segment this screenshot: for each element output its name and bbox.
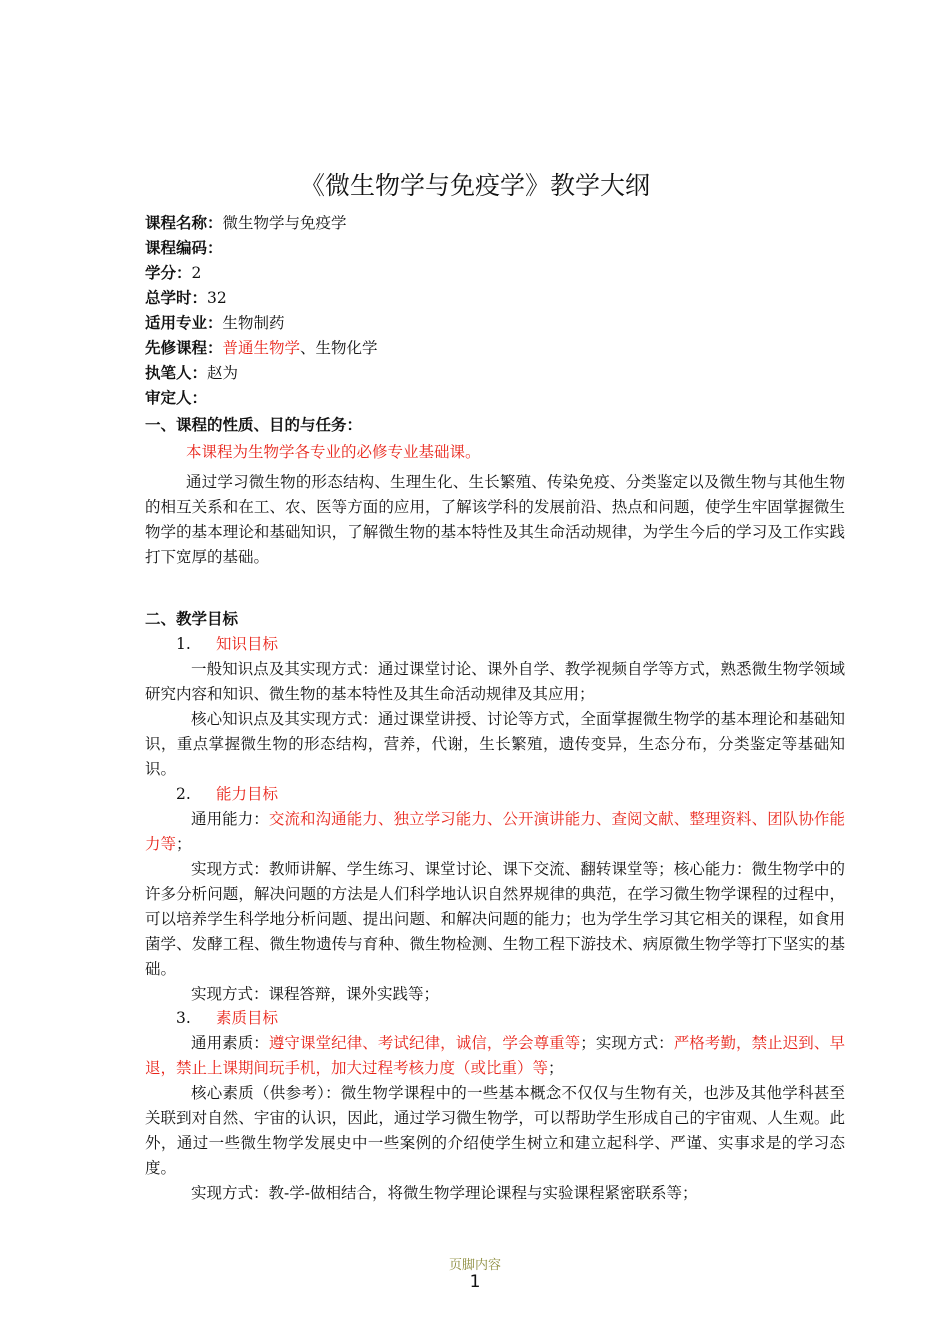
item2-p1-red: 交流和沟通能力、独立学习能力、公开演讲能力、查阅文献、整理资料、团队协作能力等 [145, 810, 845, 853]
item3-heading [176, 1007, 278, 1029]
prereq-value-rest: 、生物化学 [300, 339, 378, 357]
course-code-line [145, 237, 223, 259]
course-name-label: 课程名称： [145, 214, 223, 232]
item2-paragraph-3: 实现方式：课程答辩，课外实践等； [191, 985, 440, 1003]
major-line [145, 312, 285, 334]
item3-p1-mid: ；实现方式： [580, 1034, 674, 1052]
item3-p1-label: 通用素质： [191, 1034, 269, 1052]
prereq-line [145, 337, 378, 359]
item1-title: 知识目标 [216, 635, 279, 653]
item2-number: 2. [176, 785, 191, 803]
item3-paragraph-1 [145, 1031, 845, 1081]
author-value: 赵为 [207, 364, 239, 382]
item2-p1-label: 通用能力： [191, 810, 269, 828]
major-label: 适用专业： [145, 314, 223, 332]
item1-number: 1. [176, 635, 191, 653]
footer-text: 页脚内容 [448, 1258, 501, 1273]
item3-p1-red1: 遵守课堂纪律、考试纪律，诚信，学会尊重等 [268, 1034, 581, 1052]
item3-title: 素质目标 [216, 1009, 279, 1027]
credits-value: 2 [191, 264, 202, 282]
item2-heading [176, 783, 278, 805]
hours-line [145, 287, 227, 309]
item3-number: 3. [176, 1009, 191, 1027]
item1-paragraph-1: 一般知识点及其实现方式：通过课堂讨论、课外自学、教学视频自学等方式，熟悉微生物学领域研究内容和知识、微生物的基本特性及其生命活动规律及其应用； [145, 660, 845, 703]
reviewer-label: 审定人： [145, 389, 208, 407]
item2-p1-end: ； [176, 835, 192, 853]
major-value: 生物制药 [222, 314, 285, 332]
prereq-label: 先修课程： [145, 339, 223, 357]
credits-line [145, 262, 201, 284]
page-title: 《微生物学与免疫学》教学大纲 [299, 171, 650, 200]
item2-title: 能力目标 [216, 785, 279, 803]
section2-heading: 二、教学目标 [145, 610, 239, 628]
section1-heading: 一、课程的性质、目的与任务： [145, 416, 363, 434]
section1-body: 通过学习微生物的形态结构、生理生化、生长繁殖、传染免疫、分类鉴定以及微生物与其他生物的相互关系和在工、农、医等方面的应用，了解该学科的发展前沿、热点和问题，使学生牢固掌握微生物学的基本理论和基础知识，了解微生物的基本特性及其生命活动规律，为学生今后的学习及工作实践打下宽厚的基础。 [145, 473, 845, 566]
prereq-value-red: 普通生物学 [222, 339, 301, 357]
reviewer-line [145, 387, 207, 409]
hours-label: 总学时： [145, 289, 208, 307]
item1-heading [176, 633, 278, 655]
hours-value: 32 [207, 289, 227, 307]
section1-red-line: 本课程为生物学各专业的必修专业基础课。 [186, 443, 481, 461]
item2-paragraph-2: 实现方式：教师讲解、学生练习、课堂讨论、课下交流、翻转课堂等；核心能力：微生物学中的许多分析问题，解决问题的方法是人们科学地认识自然界规律的典范，在学习微生物学课程的过程中，可以培养学生科学地分析问题、提出问题、和解决问题的能力；也为学生学习其它相关的课程，如食用菌学、发酵工程、微生物遗传与育种、微生物检测、生物工程下游技术、病原微生物学等打下坚实的基础。 [145, 860, 845, 978]
item2-paragraph-1 [145, 807, 845, 857]
author-line [145, 362, 238, 384]
course-code-label: 课程编码： [145, 239, 223, 257]
item3-p1-end: ； [548, 1059, 564, 1077]
page-number: 1 [469, 1272, 481, 1292]
course-name-value: 微生物学与免疫学 [222, 214, 347, 232]
item3-p1-red2: 严格考勤，禁止迟到、早退，禁止上课期间玩手机，加大过程考核力度（或比重）等 [145, 1034, 845, 1077]
credits-label: 学分： [145, 264, 192, 282]
author-label: 执笔人： [145, 364, 208, 382]
item1-paragraph-2: 核心知识点及其实现方式：通过课堂讲授、讨论等方式，全面掌握微生物学的基本理论和基础知识，重点掌握微生物的形态结构，营养，代谢，生长繁殖，遗传变异，生态分布，分类鉴定等基础知识。 [145, 710, 845, 778]
item3-paragraph-3: 实现方式：教-学-做相结合，将微生物学理论课程与实验课程紧密联系等； [191, 1184, 698, 1202]
item3-paragraph-2: 核心素质（供参考）：微生物学课程中的一些基本概念不仅仅与生物有关，也涉及其他学科甚至关联到对自然、宇宙的认识，因此，通过学习微生物学，可以帮助学生形成自己的宇宙观、人生观。此外，通过一些微生物学发展史中一些案例的介绍使学生树立和建立起科学、严谨、实事求是的学习态度。 [145, 1084, 845, 1177]
course-name-line [145, 212, 347, 234]
